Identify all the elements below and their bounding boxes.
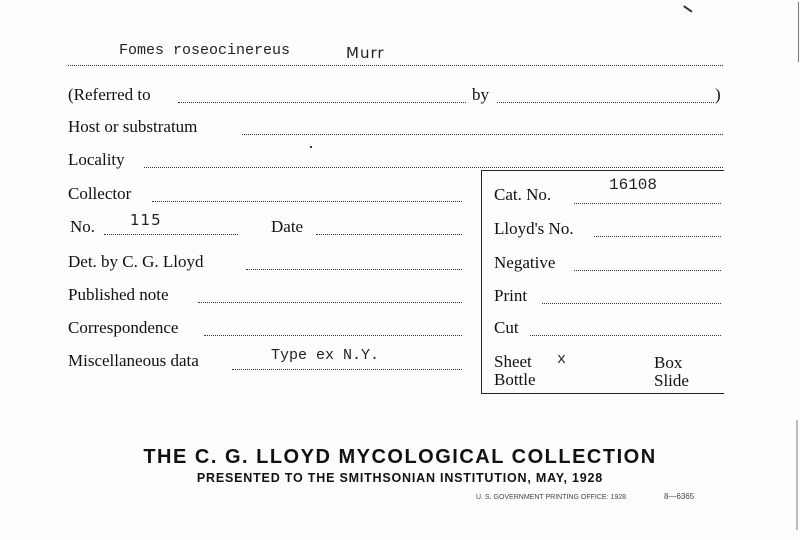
- bottle-label: Bottle: [494, 370, 536, 389]
- cat-no-label: Cat. No.: [494, 185, 552, 204]
- sheet-mark: x: [557, 351, 567, 368]
- host-label: Host or substratum: [68, 117, 198, 136]
- print-label: Print: [494, 286, 528, 305]
- collection-title: THE C. G. LLOYD MYCOLOGICAL COLLECTION: [143, 446, 657, 468]
- scan-edge-mark: [792, 2, 799, 62]
- scan-speck: [683, 5, 692, 12]
- box-label: Box: [654, 353, 683, 372]
- correspondence-label: Correspondence: [68, 318, 179, 337]
- published-label: Published note: [68, 285, 169, 304]
- collector-line: [152, 201, 462, 202]
- determined-line: [246, 269, 462, 270]
- cat-no-value: 16108: [609, 176, 658, 194]
- misc-value: Type ex N.Y.: [271, 347, 380, 364]
- scan-speck-2: [310, 146, 312, 148]
- published-line: [198, 302, 462, 303]
- number-line: [104, 234, 238, 235]
- print-line: [542, 303, 721, 304]
- misc-label: Miscellaneous data: [68, 351, 199, 370]
- cut-label: Cut: [494, 318, 519, 337]
- determined-label: Det. by C. G. Lloyd: [68, 252, 204, 271]
- referred-to-line: [178, 102, 466, 103]
- negative-label: Negative: [494, 253, 556, 272]
- referred-by-line: [497, 102, 714, 103]
- locality-label: Locality: [68, 150, 125, 169]
- date-line: [316, 234, 462, 235]
- number-value: 115: [130, 211, 162, 229]
- locality-line: [144, 167, 723, 168]
- species-name: Fomes roseocinereus: [119, 42, 291, 59]
- printer-imprint: U. S. GOVERNMENT PRINTING OFFICE: 1928: [476, 494, 627, 501]
- referred-to-label: (Referred to: [68, 85, 151, 104]
- referred-by-label: by: [472, 85, 489, 104]
- referred-close-paren: ): [715, 85, 721, 104]
- cut-line: [530, 335, 721, 336]
- lloyd-no-line: [594, 236, 721, 237]
- scan-edge-line: [796, 420, 798, 530]
- collection-subtitle: PRESENTED TO THE SMITHSONIAN INSTITUTION, MAY, 1928: [196, 471, 604, 485]
- date-label: Date: [271, 217, 304, 236]
- lloyd-no-label: Lloyd's No.: [494, 219, 574, 238]
- correspondence-line: [204, 335, 462, 336]
- species-line: [68, 65, 723, 66]
- sheet-label: Sheet: [494, 352, 532, 371]
- number-label: No.: [70, 217, 96, 236]
- slide-label: Slide: [654, 371, 689, 390]
- misc-line: [232, 369, 462, 370]
- form-number: 8—6365: [664, 492, 695, 501]
- host-line: [242, 134, 723, 135]
- collector-label: Collector: [68, 184, 132, 203]
- negative-line: [574, 270, 721, 271]
- species-author-handwritten: Murr: [346, 44, 385, 62]
- cat-no-line: [574, 203, 721, 204]
